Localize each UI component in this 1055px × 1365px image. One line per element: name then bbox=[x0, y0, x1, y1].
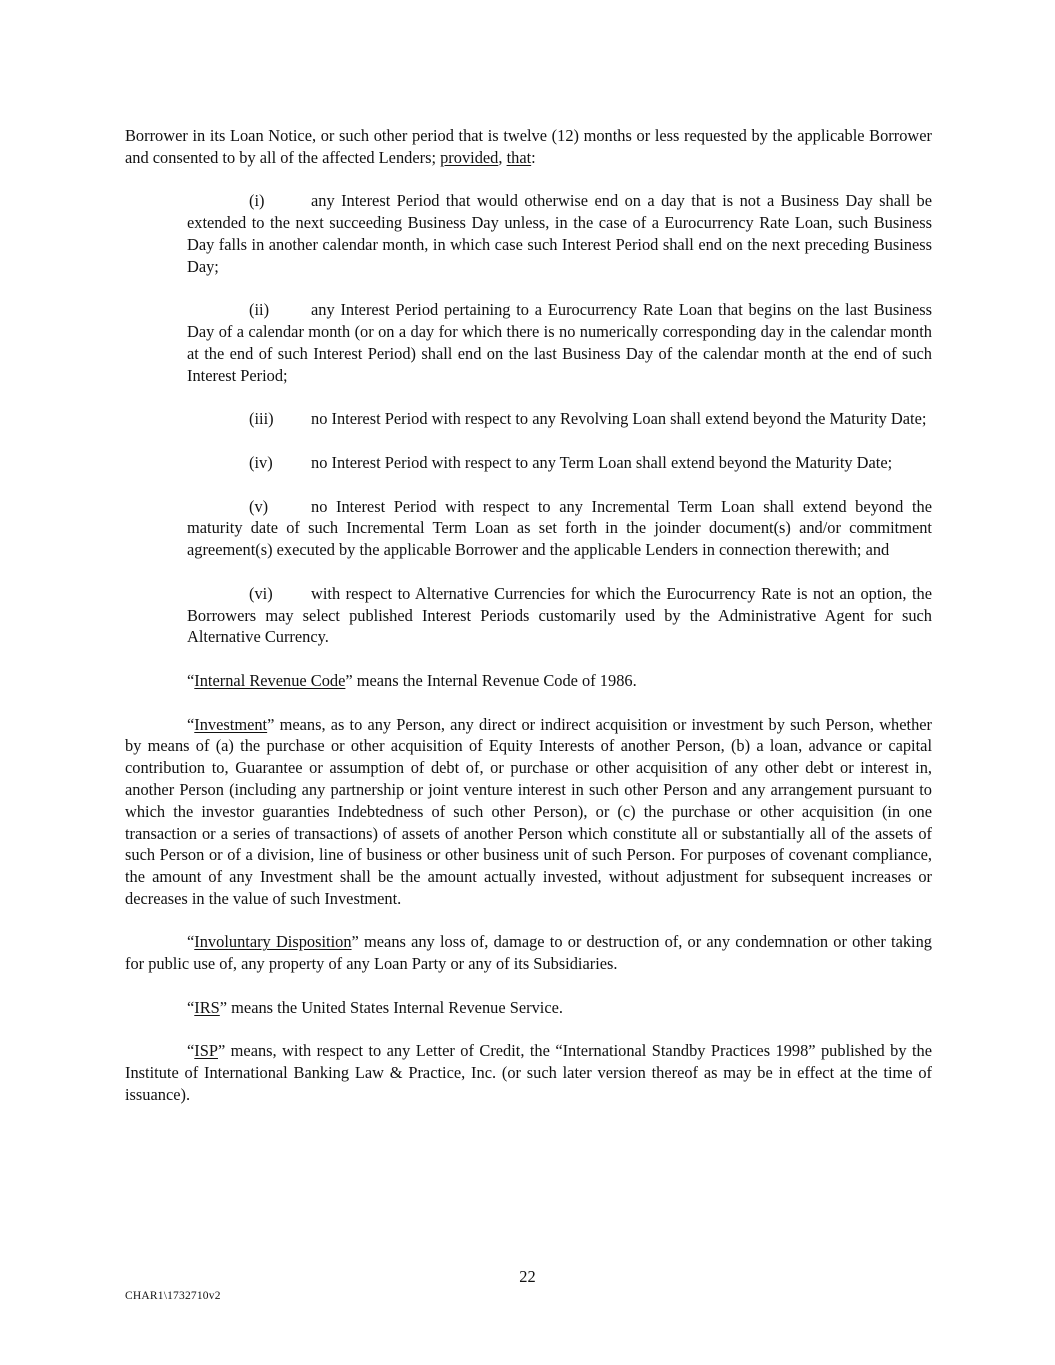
definition-investment bbox=[125, 714, 932, 910]
list-item bbox=[187, 408, 932, 430]
continuation-text: Borrower in its Loan Notice, or such other period that is twelve (12) months or less requested by the applicable Borrower and consented to by all of the affected Lenders; bbox=[125, 126, 932, 167]
defined-term: IRS bbox=[194, 997, 220, 1017]
list-item bbox=[187, 496, 932, 561]
open-quote: “ bbox=[187, 932, 195, 952]
list-item bbox=[187, 299, 932, 386]
item-text: no Interest Period with respect to any Revolving Loan shall extend beyond the Maturity Date; bbox=[311, 409, 927, 429]
defined-term: Involuntary Disposition bbox=[194, 932, 352, 952]
defined-term: ISP bbox=[194, 1041, 218, 1061]
definition-irs bbox=[125, 997, 932, 1019]
item-text: any Interest Period that would otherwise end on a day that is not a Business Day shall be extended to the next succeeding Business Day unless, in the case of a Eurocurrency Rate Loan, such Business Day falls in another calendar month, in which case such Interest Period shall end on the next preceding Business Day; bbox=[187, 191, 932, 276]
definition-text: ” means, with respect to any Letter of Credit, the “International Standby Practices 1998” published by the Institute of International Banking Law & Practice, Inc. (or such later version thereof as may be in effect at the time of issuance). bbox=[125, 1041, 932, 1105]
continuation-paragraph bbox=[125, 125, 932, 169]
list-item bbox=[187, 583, 932, 648]
open-quote: “ bbox=[187, 670, 195, 690]
definition-text: ” means any loss of, damage to or destruction of, or any condemnation or other taking for public use of, any property of any Loan Party or any of its Subsidiaries. bbox=[125, 932, 932, 974]
provided-term: provided bbox=[440, 147, 499, 167]
definition-text: ” means, as to any Person, any direct or indirect acquisition or investment by such Person, whether by means of (a) the purchase or other acquisition of Equity Interests of another Person, (b) a loan, advance or capital contribution to, Guarantee or assumption of debt of, or purchase or other acquisition of any other debt or interest in, another Person (including any partnership or joint venture interest in such other Person and any arrangement pursuant to which the investor guaranties Indebtedness of such other Person), or (c) the purchase or other acquisition (in one transaction or a series of transactions) of assets of another Person which constitute all or substantially all of the assets of such Person or of a division, line of business or other business unit of such Person. For purposes of covenant compliance, the amount of any Investment shall be the amount actually invested, without adjustment for subsequent increases or decreases in the value of such Investment. bbox=[125, 714, 932, 908]
definition-text: ” means the Internal Revenue Code of 1986. bbox=[345, 670, 637, 690]
body-text bbox=[125, 125, 932, 1128]
page-number: 22 bbox=[519, 1267, 536, 1286]
list-item bbox=[187, 452, 932, 474]
list-item bbox=[187, 190, 932, 277]
document-footer-id: CHAR1\1732710v2 bbox=[125, 1290, 221, 1302]
open-quote: “ bbox=[187, 997, 195, 1017]
open-quote: “ bbox=[187, 714, 195, 734]
open-quote: “ bbox=[187, 1041, 195, 1061]
defined-term: Internal Revenue Code bbox=[194, 670, 346, 690]
continuation-comma: , bbox=[498, 147, 507, 167]
definition-involuntary-disposition bbox=[125, 931, 932, 975]
item-number: (iii) bbox=[249, 409, 274, 429]
item-text: with respect to Alternative Currencies for which the Eurocurrency Rate is not an option, the Borrowers may select published Interest Periods customarily used by the Administrative Agent for such Alternative Currency. bbox=[187, 583, 932, 647]
defined-term: Investment bbox=[194, 714, 268, 734]
definition-isp bbox=[125, 1040, 932, 1105]
item-number: (v) bbox=[249, 496, 269, 516]
item-number: (i) bbox=[249, 191, 265, 211]
item-text: no Interest Period with respect to any Term Loan shall extend beyond the Maturity Date; bbox=[311, 452, 893, 472]
item-number: (vi) bbox=[249, 583, 273, 603]
item-number: (ii) bbox=[249, 300, 270, 320]
continuation-colon: : bbox=[531, 147, 536, 167]
item-text: any Interest Period pertaining to a Eurocurrency Rate Loan that begins on the last Business Day of a calendar month (or on a day for which there is no numerically corresponding day in the calendar month at the end of such Interest Period) shall end on the last Business Day of the calendar month at the end of such Interest Period; bbox=[187, 300, 932, 385]
item-text: no Interest Period with respect to any Incremental Term Loan shall extend beyond the maturity date of such Incremental Term Loan as set forth in the joinder document(s) and/or commitment agreement(s) executed by the applicable Borrower and the applicable Lenders in connection therewith; and bbox=[187, 496, 932, 560]
that-term: that bbox=[506, 147, 532, 167]
item-number: (iv) bbox=[249, 452, 273, 472]
definition-internal-revenue-code bbox=[125, 670, 932, 692]
definition-text: ” means the United States Internal Revenue Service. bbox=[219, 997, 563, 1017]
